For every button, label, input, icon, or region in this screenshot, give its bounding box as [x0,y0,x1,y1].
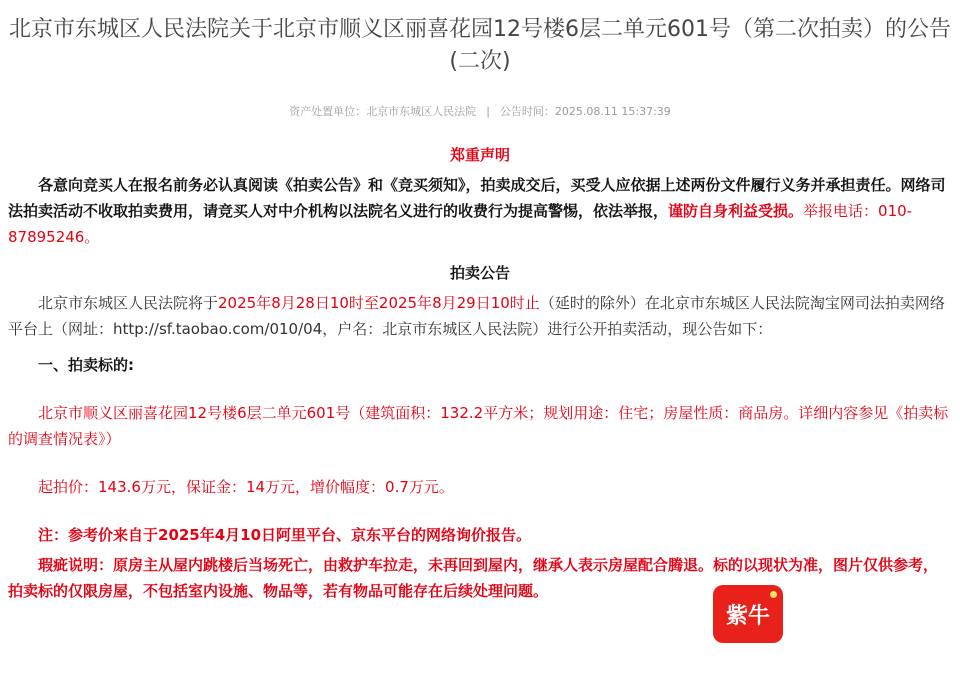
unit-value: 北京市东城区人民法院 [366,105,477,118]
watermark-text: 紫牛 [725,603,770,629]
auction-intro [8,290,952,342]
logo-dot [770,591,777,598]
zi-niu-watermark-logo [713,585,783,643]
page-title: 北京市东城区人民法院关于北京市顺义区丽喜花园12号楼6层二单元601号（第二次拍卖）的公告(二次) [9,17,951,74]
meta-separator: | [486,105,490,118]
defect-description: 瑕疵说明：原房主从屋内跳楼后当场死亡，由救护车拉走，未再回到屋内，继承人表示房屋配合腾退。标的以现状为准，图片仅供参考，拍卖标的仅限房屋，不包括室内设施、物品等，若有物品可能存在后续处理问题。 [8,556,939,600]
unit-label: 资产处置单位： [289,105,367,118]
time-label: 公告时间： [499,105,555,118]
time-value: 2025.08.11 15:37:39 [554,105,671,118]
auction-heading: 拍卖公告 [449,264,510,282]
disclaimer-paragraph [8,172,952,250]
notice-body [8,142,952,604]
auction-time: 2025年8月28日10时至2025年8月29日10时止 [218,294,540,312]
section1-heading: 一、拍卖标的: [38,356,134,374]
disclaimer-heading: 郑重声明 [449,146,510,164]
intro-part1: 北京市东城区人民法院将于 [38,294,219,312]
auction-pricing: 起拍价：143.6万元，保证金：14万元，增价幅度：0.7万元。 [38,478,454,496]
disclaimer-text: 各意向竞买人在报名前务必认真阅读《拍卖公告》和《竞买须知》，拍卖成交后，买受人应依据上述两份文件履行义务并承担责任。网络司法拍卖活动不收取拍卖费用，请竞买人对中介机构以法院名义进行的收费行为提高警惕，依法举报， [8,176,946,220]
auction-subject: 北京市顺义区丽喜花园12号楼6层二单元601号（建筑面积：132.2平方米；规划用途：住宅；房屋性质：商品房。详细内容参见《拍卖标的调查情况表》） [8,404,949,448]
intro-part2: （延时的除外）在北京市东城区人民法院淘宝网司法拍卖网络平台上（网址：http://sf.taobao.com/010/04，户名：北京市东城区人民法院）进行公开拍卖活动，现公告如下： [8,294,945,338]
report-phone: 举报电话：010-87895246。 [8,202,913,246]
reference-note: 注：参考价来自于2025年4月10日阿里平台、京东平台的网络询价报告。 [38,526,532,544]
notice-meta [8,104,952,120]
disclaimer-warning: 谨防自身利益受损。 [668,202,804,220]
